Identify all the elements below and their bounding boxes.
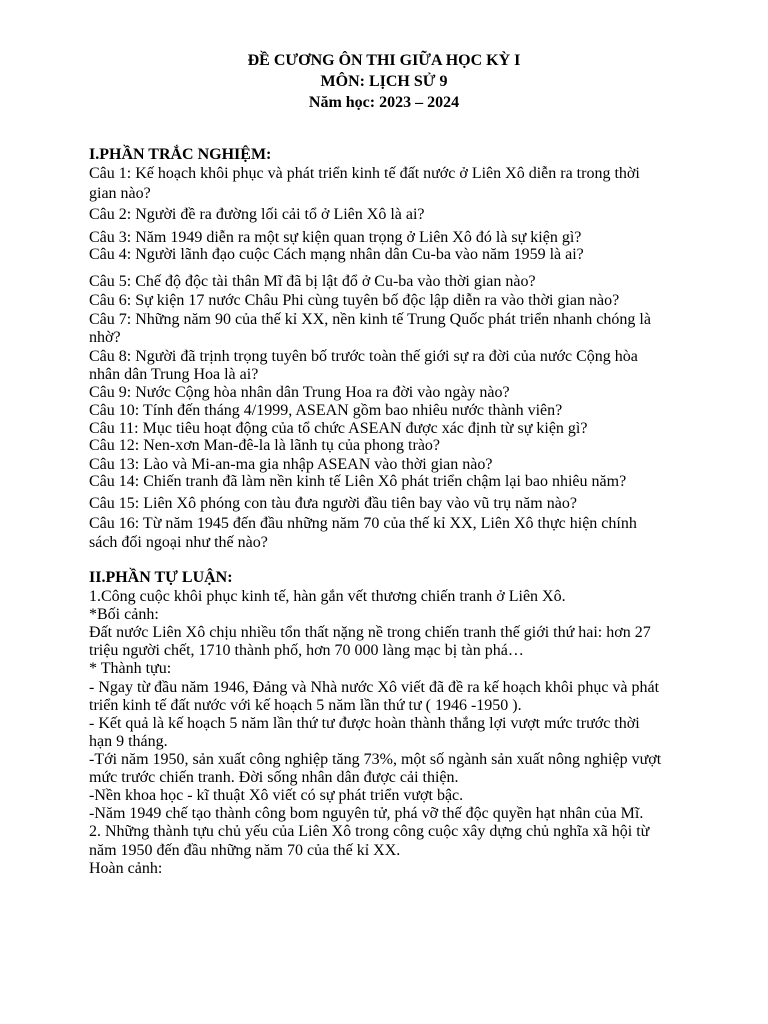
question-8-cont: nhân dân Trung Hoa là ai? bbox=[89, 366, 259, 383]
section-heading-multiple-choice: I.PHẦN TRẮC NGHIỆM: bbox=[89, 146, 272, 163]
question-7: Câu 7: Những năm 90 của thế kỉ XX, nền kinh tế Trung Quốc phát triển nhanh chóng là bbox=[89, 311, 651, 328]
question-3: Câu 3: Năm 1949 diễn ra một sự kiện quan trọng ở Liên Xô đó là sự kiện gì? bbox=[89, 229, 582, 246]
subject-line: MÔN: LỊCH SỬ 9 bbox=[320, 73, 448, 90]
question-8: Câu 8: Người đã trịnh trọng tuyên bố trước toàn thế giới sự ra đời của nước Cộng hòa bbox=[89, 348, 638, 365]
achievement-3-cont: mức trước chiến tranh. Đời sống nhân dân được cải thiện. bbox=[89, 769, 459, 786]
question-4: Câu 4: Người lãnh đạo cuộc Cách mạng nhân dân Cu-ba vào năm 1959 là ai? bbox=[89, 246, 584, 263]
question-16-cont: sách đối ngoại như thế nào? bbox=[89, 534, 268, 551]
essay-item-2-cont: năm 1950 đến đầu những năm 70 của thế kỉ XX. bbox=[89, 842, 401, 859]
question-16: Câu 16: Từ năm 1945 đến đầu những năm 70 của thế kỉ XX, Liên Xô thực hiện chính bbox=[89, 515, 637, 532]
question-11: Câu 11: Mục tiêu hoạt động của tổ chức ASEAN được xác định từ sự kiện gì? bbox=[89, 420, 588, 437]
question-6: Câu 6: Sự kiện 17 nước Châu Phi cùng tuyên bố độc lập diễn ra vào thời gian nào? bbox=[89, 292, 620, 309]
question-12: Câu 12: Nen-xơn Man-đê-la là lãnh tụ của phong trào? bbox=[89, 437, 441, 454]
school-year-line: Năm học: 2023 – 2024 bbox=[308, 94, 460, 111]
achievement-2: - Kết quả là kế hoạch 5 năm lần thứ tư được hoàn thành thắng lợi vượt mức trước thời bbox=[89, 715, 640, 732]
context-text: Đất nước Liên Xô chịu nhiều tổn thất nặng nề trong chiến tranh thế giới thứ hai: hơn 27 bbox=[89, 624, 651, 641]
essay-item-2: 2. Những thành tựu chủ yếu của Liên Xô trong công cuộc xây dựng chủ nghĩa xã hội từ bbox=[89, 823, 650, 840]
question-1: Câu 1: Kế hoạch khôi phục và phát triển kinh tế đất nước ở Liên Xô diễn ra trong thời bbox=[89, 165, 640, 182]
question-7-cont: nhờ? bbox=[89, 329, 121, 346]
achievement-4: -Nền khoa học - kĩ thuật Xô viết có sự phát triển vượt bậc. bbox=[89, 787, 464, 804]
context-text-cont: triệu người chết, 1710 thành phố, hơn 70 000 làng mạc bị tàn phá… bbox=[89, 642, 524, 659]
situation-label: Hoàn cảnh: bbox=[89, 860, 163, 877]
question-15: Câu 15: Liên Xô phóng con tàu đưa người đầu tiên bay vào vũ trụ năm nào? bbox=[89, 495, 577, 512]
question-5: Câu 5: Chế độ độc tài thân Mĩ đã bị lật đổ ở Cu-ba vào thời gian nào? bbox=[89, 273, 536, 290]
question-9: Câu 9: Nước Cộng hòa nhân dân Trung Hoa ra đời vào ngày nào? bbox=[89, 384, 510, 401]
question-1-cont: gian nào? bbox=[89, 185, 151, 202]
essay-item-1: 1.Công cuộc khôi phục kinh tế, hàn gắn vết thương chiến tranh ở Liên Xô. bbox=[89, 588, 566, 605]
question-14: Câu 14: Chiến tranh đã làm nền kinh tế Liên Xô phát triển chậm lại bao nhiêu năm? bbox=[89, 473, 627, 490]
achievement-1-cont: triển kinh tế đất nước với kế hoạch 5 năm lần thứ tư ( 1946 -1950 ). bbox=[89, 697, 522, 714]
question-13: Câu 13: Lào và Mi-an-ma gia nhập ASEAN vào thời gian nào? bbox=[89, 456, 493, 473]
question-10: Câu 10: Tính đến tháng 4/1999, ASEAN gồm bao nhiêu nước thành viên? bbox=[89, 402, 563, 419]
achievement-5: -Năm 1949 chế tạo thành công bom nguyên tử, phá vỡ thế độc quyền hạt nhân của Mĩ. bbox=[89, 805, 644, 822]
section-heading-essay: II.PHẦN TỰ LUẬN: bbox=[89, 569, 233, 586]
question-2: Câu 2: Người đề ra đường lối cải tổ ở Liên Xô là ai? bbox=[89, 206, 425, 223]
achievements-label: * Thành tựu: bbox=[89, 660, 172, 677]
achievement-2-cont: hạn 9 tháng. bbox=[89, 733, 168, 750]
document-header bbox=[0, 50, 768, 113]
achievement-1: - Ngay từ đầu năm 1946, Đảng và Nhà nước Xô viết đã đề ra kế hoạch khôi phục và phát bbox=[89, 679, 660, 696]
document-title: ĐỀ CƯƠNG ÔN THI GIỮA HỌC KỲ I bbox=[247, 52, 521, 69]
context-label: *Bối cảnh: bbox=[89, 606, 159, 623]
achievement-3: -Tới năm 1950, sản xuất công nghiệp tăng 73%, một số ngành sản xuất nông nghiệp vượt bbox=[89, 751, 662, 768]
